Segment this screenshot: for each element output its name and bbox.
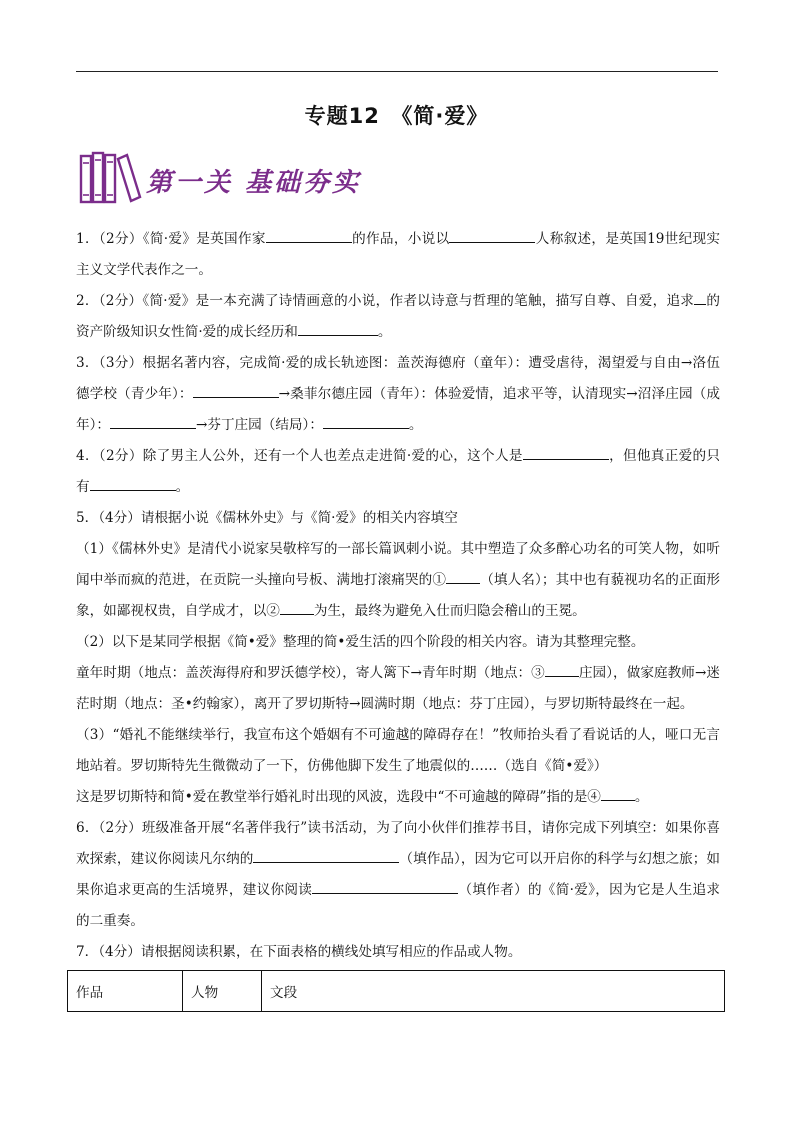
answer-blank[interactable] bbox=[545, 661, 579, 677]
section-heading: 第一关 基础夯实 bbox=[146, 168, 362, 198]
section-banner bbox=[78, 146, 398, 206]
books-icon bbox=[78, 146, 142, 206]
answer-blank[interactable] bbox=[523, 444, 609, 460]
question-5-stem: 5．（4分）请根据小说《儒林外史》与《简·爱》的相关内容填空 bbox=[76, 510, 458, 526]
answer-blank[interactable] bbox=[694, 289, 706, 305]
question-5-part-2: （2）以下是某同学根据《简•爱》整理的简•爱生活的四个阶段的相关内容。请为其整理完整。 bbox=[76, 634, 645, 650]
answer-blank[interactable] bbox=[266, 227, 352, 243]
answer-blank[interactable] bbox=[312, 878, 458, 894]
answer-blank[interactable] bbox=[449, 227, 535, 243]
question-list bbox=[76, 224, 720, 968]
table-header-row bbox=[68, 971, 725, 1012]
table-header-cell: 人物 bbox=[183, 971, 262, 1012]
answer-blank[interactable] bbox=[193, 382, 279, 398]
question-5-part-3: （3）“婚礼不能继续举行，我宣布这个婚姻有不可逾越的障碍存在！”牧师抬头看了看说话的人，哑口无言地站着。罗切斯特先生微微动了一下，仿佛他脚下发生了地震似的……（选自《简•爱》） bbox=[76, 727, 720, 774]
question-4: 4．（2分）除了男主人公外，还有一个人也差点走进简·爱的心，这个人是 ，但他真正爱的只有 。 bbox=[76, 441, 720, 503]
works-table bbox=[67, 970, 725, 1012]
answer-blank[interactable] bbox=[110, 413, 196, 429]
table-header-cell: 文段 bbox=[262, 971, 725, 1012]
question-2: 2．（2分）《简·爱》是一本充满了诗情画意的小说，作者以诗意与哲理的笔触，描写自尊、自爱，追求 的资产阶级知识女性简·爱的成长经历和 。 bbox=[76, 286, 720, 348]
question-7-stem: 7．（4分）请根据阅读积累，在下面表格的横线处填写相应的作品或人物。 bbox=[76, 944, 522, 960]
answer-blank[interactable] bbox=[90, 475, 176, 491]
answer-blank[interactable] bbox=[253, 847, 399, 863]
question-5-part-1: （1）《儒林外史》是清代小说家吴敬梓写的一部长篇讽刺小说。其中塑造了众多醉心功名的可笑人物，如听闻中举而疯的范进，在贡院一头撞向号板、满地打滚痛哭的① （填人名）；其中也有藐视功名的正面形象，如鄙视权贵，自学成才，以② 为生，最终为避免入仕而归隐会稽山的王冕。 bbox=[76, 541, 720, 619]
page-title: 专题12 《简·爱》 bbox=[304, 104, 489, 128]
answer-blank[interactable] bbox=[601, 785, 635, 801]
answer-blank[interactable] bbox=[280, 599, 314, 615]
question-3: 3．（3分）根据名著内容，完成简·爱的成长轨迹图：盖茨海德府（童年）：遭受虐待，渴望爱与自由→洛伍德学校（青少年）： →桑菲尔德庄园（青年）：体验爱情，追求平等，认清现实→沼泽庄园（成年）： →芬丁庄园（结局）： 。 bbox=[76, 355, 720, 433]
question-5-part-3-prompt: 这是罗切斯特和简•爱在教堂举行婚礼时出现的风波，选段中“不可逾越的障碍”指的是④ 。 bbox=[76, 782, 720, 813]
question-6: 6．（2分）班级准备开展“名著伴我行”读书活动，为了向小伙伴们推荐书目，请你完成下列填空：如果你喜欢探索，建议你阅读凡尔纳的 （填作品），因为它可以开启你的科学与幻想之旅；如果你追求更高的生活境界，建议你阅读 （填作者）的《简·爱》，因为它是人生追求的二重奏。 bbox=[76, 820, 721, 929]
answer-blank[interactable] bbox=[323, 413, 409, 429]
header-rule bbox=[76, 71, 718, 72]
answer-blank[interactable] bbox=[446, 568, 480, 584]
question-1: 1．（2分）《简·爱》是英国作家 的作品，小说以 人称叙述，是英国19世纪现实主义文学代表作之一。 bbox=[76, 224, 720, 286]
question-5-part-2-text: 童年时期（地点：盖茨海得府和罗沃德学校），寄人篱下→青年时期（地点：③ 庄园），做家庭教师→迷茫时期（地点：圣•约翰家），离开了罗切斯特→圆满时期（地点：芬丁庄园），与罗切斯特最终在一起。 bbox=[76, 658, 720, 720]
answer-blank[interactable] bbox=[298, 320, 378, 336]
table-header-cell: 作品 bbox=[68, 971, 183, 1012]
